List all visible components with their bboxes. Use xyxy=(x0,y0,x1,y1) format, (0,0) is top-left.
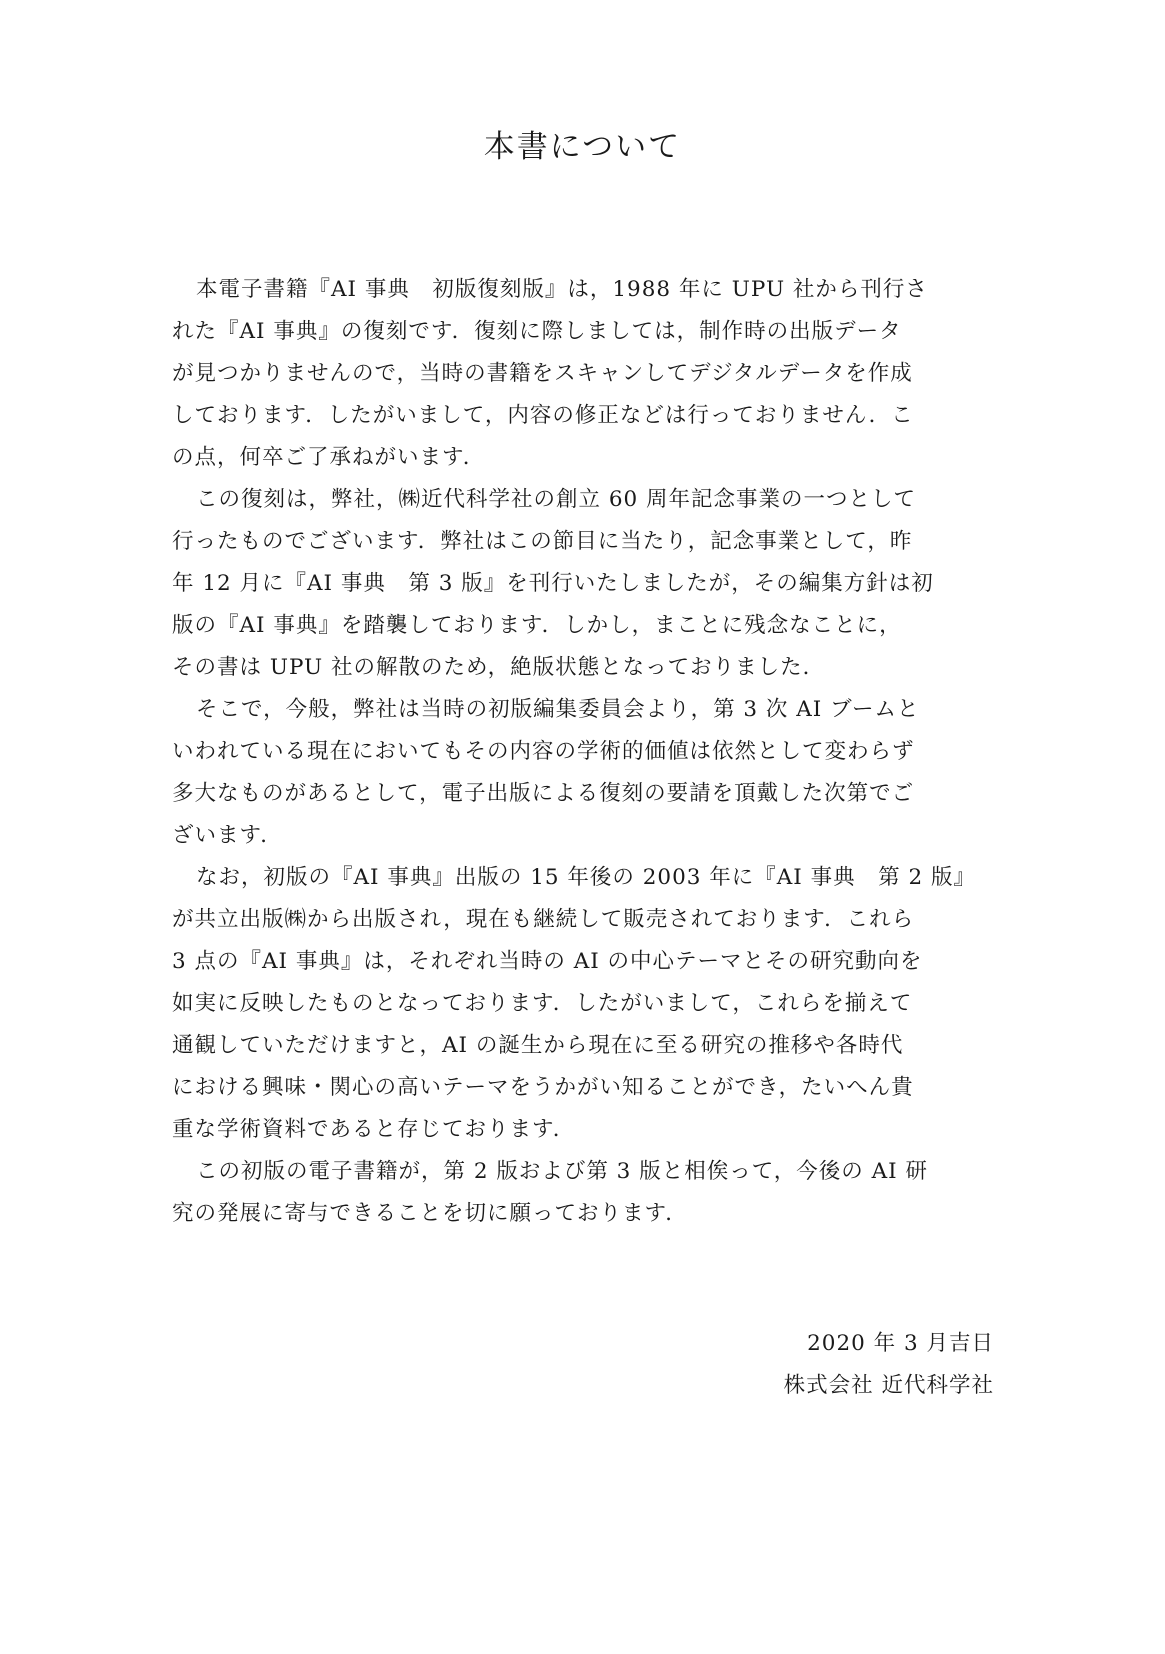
paragraph-line: 3 点の『AI 事典』は，それぞれ当時の AI の中心テーマとその研究動向を xyxy=(172,949,923,974)
paragraph-line: れた『AI 事典』の復刻です．復刻に際しましては，制作時の出版データ xyxy=(172,319,902,344)
paragraph-line: 如実に反映したものとなっております．したがいまして，これらを揃えて xyxy=(172,991,913,1016)
paragraph xyxy=(172,689,994,857)
paragraph-line: が見つかりませんので，当時の書籍をスキャンしてデジタルデータを作成 xyxy=(172,361,913,386)
paragraph-line: 行ったものでございます．弊社はこの節目に当たり，記念事業として，昨 xyxy=(172,529,913,554)
paragraph-line: における興味・関心の高いテーマをうかがい知ることができ，たいへん貴 xyxy=(172,1075,914,1100)
paragraph-line: 年 12 月に『AI 事典 第 3 版』を刊行いたしましたが，その編集方針は初 xyxy=(172,571,934,596)
signature-company: 株式会社 近代科学社 xyxy=(783,1373,994,1398)
signature-block xyxy=(784,1323,994,1407)
document-body xyxy=(172,269,994,1235)
paragraph-line: 重な学術資料であると存じております． xyxy=(172,1117,576,1142)
paragraph-line: そこで，今般，弊社は当時の初版編集委員会より，第 3 次 AI ブームと xyxy=(196,697,920,722)
paragraph-line: 通観していただけますと，AI の誕生から現在に至る研究の推移や各時代 xyxy=(172,1033,904,1058)
paragraph-line: この初版の電子書籍が，第 2 版および第 3 版と相俟って，今後の AI 研 xyxy=(196,1159,928,1184)
paragraph-line: の点，何卒ご了承ねがいます． xyxy=(172,445,486,470)
page-title: 本書について xyxy=(483,129,682,165)
paragraph xyxy=(172,269,994,479)
paragraph-line: 多大なものがあるとして，電子出版による復刻の要請を頂戴した次第でご xyxy=(172,781,915,806)
signature-date: 2020 年 3 月吉日 xyxy=(807,1331,994,1356)
paragraph-line: が共立出版㈱から出版され，現在も継続して販売されております．これら xyxy=(172,907,915,932)
paragraph xyxy=(172,479,994,689)
paragraph-line: この復刻は，弊社，㈱近代科学社の創立 60 周年記念事業の一つとして xyxy=(196,487,917,512)
paragraph-line: ざいます． xyxy=(172,823,283,848)
paragraph-line: いわれている現在においてもその内容の学術的価値は依然として変わらず xyxy=(172,739,915,764)
paragraph xyxy=(172,857,994,1151)
paragraph-line: その書は UPU 社の解散のため，絶版状態となっておりました． xyxy=(172,655,826,680)
paragraph-line: なお，初版の『AI 事典』出版の 15 年後の 2003 年に『AI 事典 第 2 版』 xyxy=(196,865,976,890)
paragraph-line: 本電子書籍『AI 事典 初版復刻版』は，1988 年に UPU 社から刊行さ xyxy=(196,277,928,302)
paragraph-line: 版の『AI 事典』を踏襲しております．しかし，まことに残念なことに， xyxy=(172,613,902,638)
paragraph-line: しております．したがいまして，内容の修正などは行っておりません．こ xyxy=(172,403,914,428)
paragraph-line: 究の発展に寄与できることを切に願っております． xyxy=(172,1201,688,1226)
paragraph xyxy=(172,1151,994,1235)
